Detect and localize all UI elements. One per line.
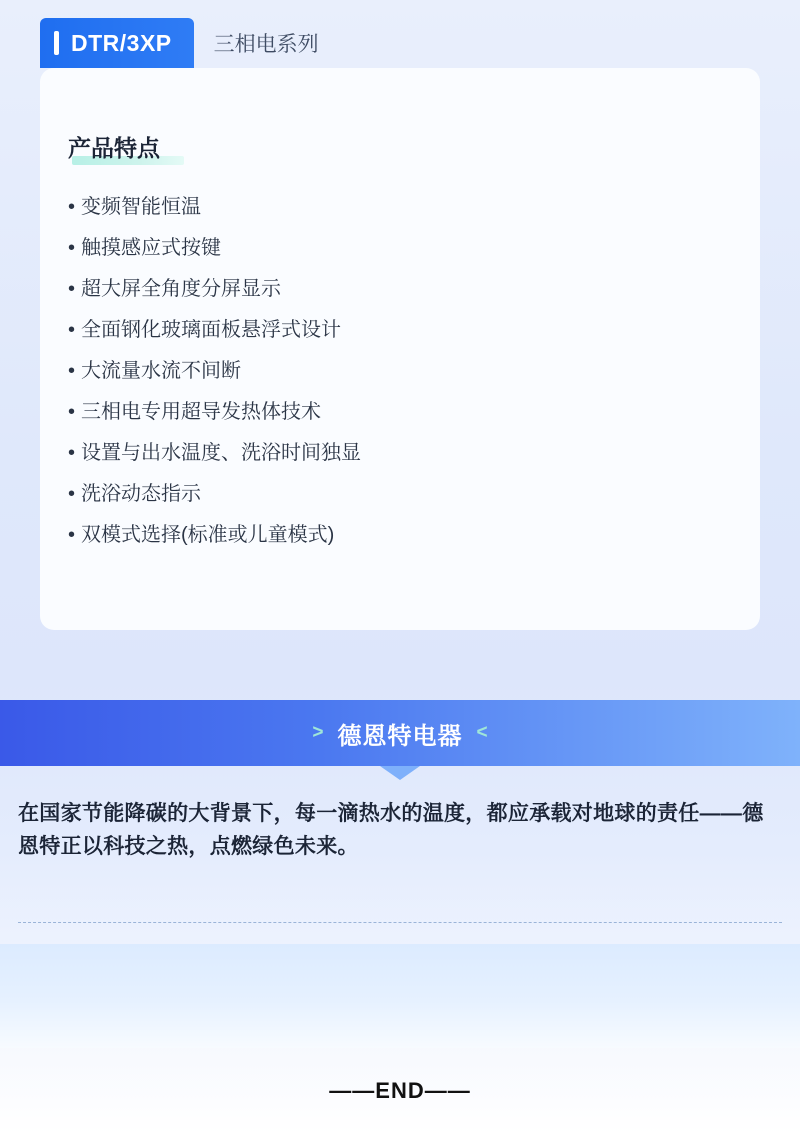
feature-list [68, 196, 732, 565]
chevron-right-icon: > [312, 722, 324, 743]
list-item [68, 237, 732, 259]
bullet-icon: • [68, 237, 76, 259]
list-item [68, 196, 732, 218]
header [40, 18, 319, 68]
bullet-icon: • [68, 319, 76, 341]
list-item [68, 483, 732, 505]
model-tag-label: DTR/3XP [71, 29, 172, 56]
chevron-left-icon: < [476, 722, 488, 743]
bullet-icon: • [68, 483, 76, 505]
list-item-label: 大流量水流不间断 [81, 360, 242, 382]
list-item [68, 442, 732, 464]
header-subtitle: 三相电系列 [213, 33, 319, 56]
bullet-icon: • [68, 278, 76, 300]
list-item-label: 变频智能恒温 [81, 196, 202, 218]
bullet-icon: • [68, 442, 76, 464]
list-item [68, 401, 732, 423]
tag-accent-bar [54, 31, 59, 55]
card-title: 产品特点 [68, 135, 160, 161]
brand-banner [0, 700, 800, 766]
end-label: ——END—— [329, 1078, 471, 1103]
bottom-gradient-block [0, 944, 800, 1048]
bullet-icon: • [68, 360, 76, 382]
bullet-icon: • [68, 196, 76, 218]
list-item-label: 双模式选择(标准或儿童模式) [81, 524, 335, 546]
list-item [68, 360, 732, 382]
statement-text: 在国家节能降碳的大背景下，每一滴热水的温度，都应承载对地球的责任——德恩特正以科技之热，点燃绿色未来。 [18, 802, 764, 858]
bullet-icon: • [68, 401, 76, 423]
list-item-label: 三相电专用超导发热体技术 [81, 401, 322, 423]
brand-banner-inner [312, 716, 487, 751]
banner-pointer [380, 766, 420, 780]
card-title-wrap [68, 130, 160, 163]
list-item-label: 洗浴动态指示 [81, 483, 202, 505]
list-item [68, 319, 732, 341]
brand-name: 德恩特电器 [337, 722, 463, 750]
list-item-label: 触摸感应式按键 [81, 237, 222, 259]
bullet-icon: • [68, 524, 76, 546]
dashed-divider [18, 922, 782, 923]
list-item-label: 全面钢化玻璃面板悬浮式设计 [81, 319, 342, 341]
model-tag [40, 18, 194, 68]
product-features-card [40, 68, 760, 630]
list-item-label: 超大屏全角度分屏显示 [81, 278, 282, 300]
list-item [68, 278, 732, 300]
list-item-label: 设置与出水温度、洗浴时间独显 [81, 442, 362, 464]
list-item [68, 524, 732, 546]
